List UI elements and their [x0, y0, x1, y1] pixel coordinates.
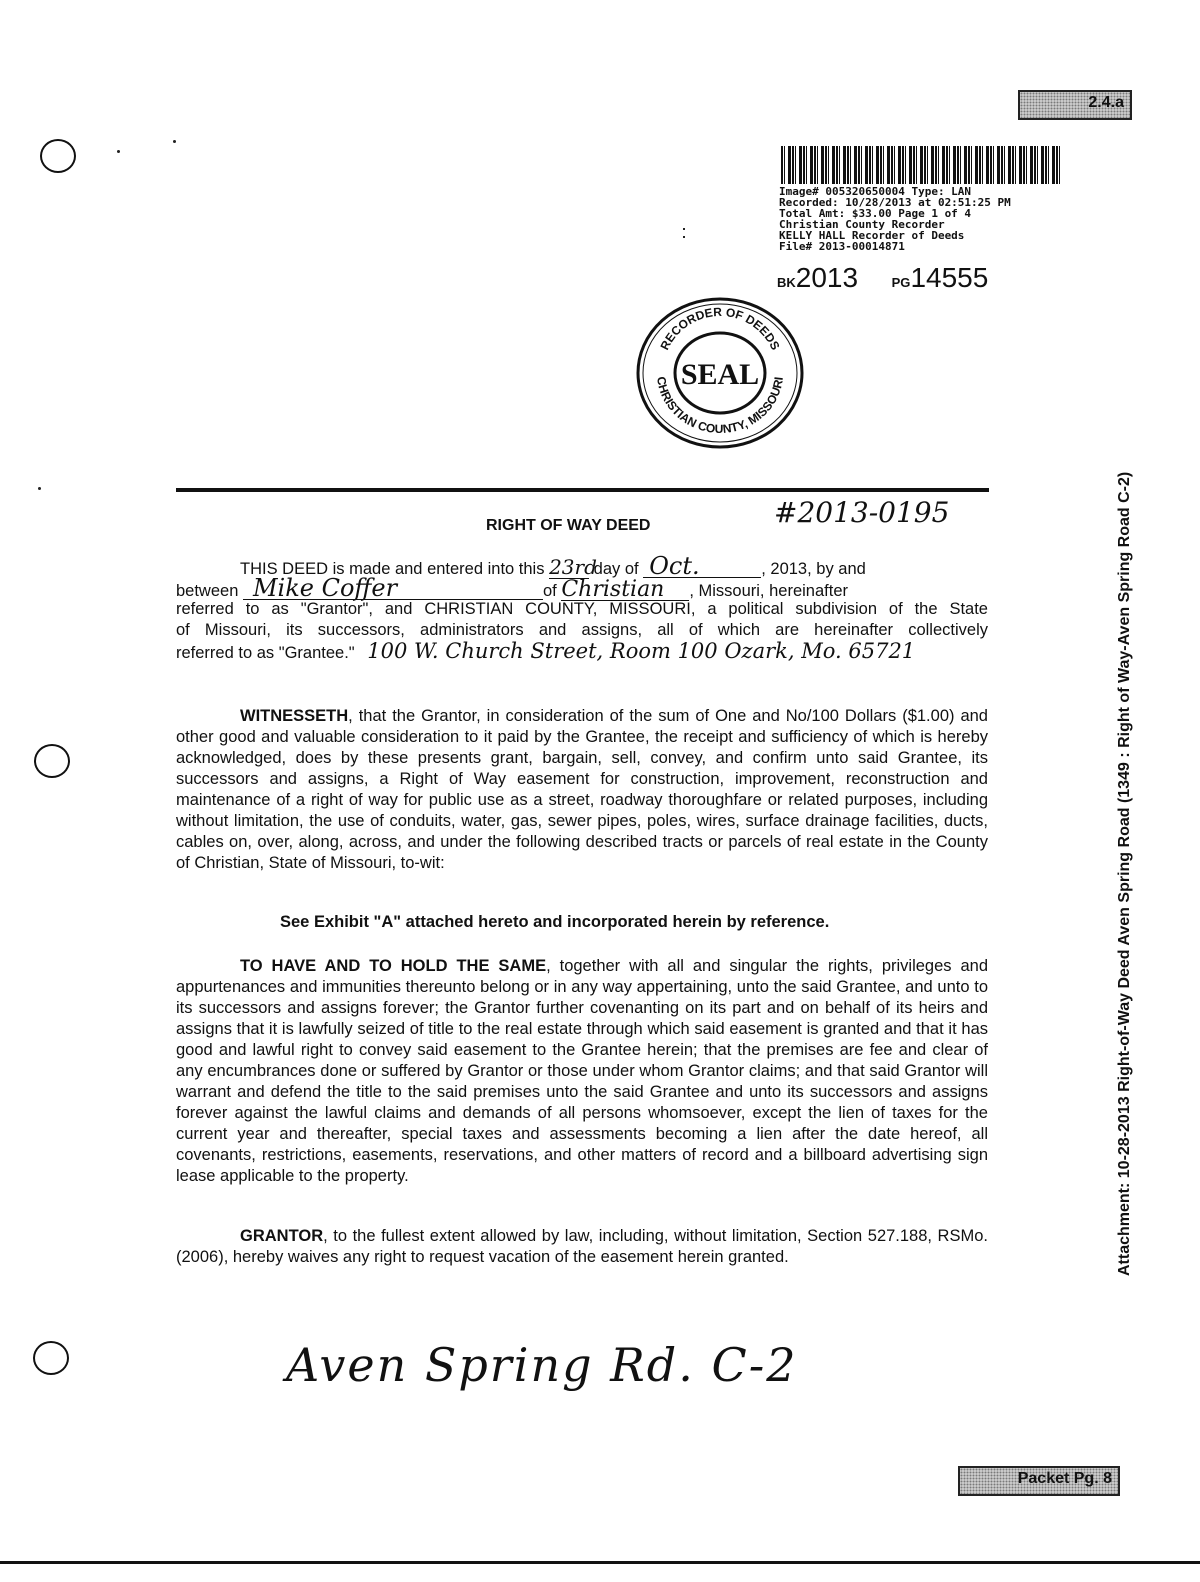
- attachment-sidebar-text: Attachment: 10-28-2013 Right-of-Way Deed Aven Spring Road (1349 : Right of Way-Aven Spring Road C-2): [1116, 471, 1133, 1276]
- seal-top-text: RECORDER OF DEEDS: [657, 304, 783, 353]
- exhibit-reference: See Exhibit "A" attached hereto and incorporated herein by reference.: [280, 913, 830, 931]
- packet-tag-top: 2.4.a: [1018, 90, 1132, 120]
- handwritten-deed-number: #2013-0195: [774, 496, 950, 529]
- recorder-seal: [635, 296, 805, 450]
- scan-mark: [173, 140, 176, 143]
- waiver-paragraph: GRANTOR, to the fullest extent allowed by law, including, without limitation, Section 527.188, RSMo. (2006), hereby waives any right to request vacation of the easement herein granted.: [176, 1227, 988, 1266]
- book-page-number: BK2013 PG14555: [777, 262, 989, 293]
- document-title: RIGHT OF WAY DEED: [486, 517, 651, 534]
- punch-hole-bottom: [33, 1341, 69, 1375]
- punch-hole-top: [40, 139, 76, 173]
- seal-center-text: SEAL: [680, 358, 760, 391]
- scan-mark: [38, 487, 41, 490]
- header-rule: [176, 488, 989, 492]
- scan-bottom-edge: [0, 1561, 1200, 1564]
- handwritten-road-note: Aven Spring Rd. C-2: [286, 1338, 798, 1392]
- seal-bottom-text: CHRISTIAN COUNTY, MISSOURI: [654, 375, 786, 437]
- scan-mark: [683, 236, 685, 238]
- scan-mark: [117, 150, 120, 153]
- intro-paragraph: THIS DEED is made and entered into this 23rd day of Oct. , 2013, by and between Mike Coffer of Christian , Missouri, hereinafter referred to as "Grantor", and CHRISTIAN COUNTY, MISSOURI, a political subdivision of the State of Missouri, its successors, administrators and assigns, all of which are hereinafter collectively referred to as "Grantee." 100 W. Church Street, Room 100 Ozark, Mo. 65721: [176, 552, 988, 663]
- witnesseth-paragraph: WITNESSETH, that the Grantor, in consideration of the sum of One and No/100 Dollars ($1.00) and other good and valuable consideration to it paid by the Grantee, the receipt and sufficiency of which is hereby acknowledged, does by these presents grant, bargain, sell, convey, and confirm unto said Grantee, its successors and assigns, a Right of Way easement for construction, improvement, reconstruction and maintenance of a right of way for public use as a street, roadway thoroughfare or related purposes, including without limitation, the use of conduits, water, gas, sewer pipes, poles, wires, surface drainage facilities, ducts, cables on, over, along, across, and under the following described tracts or parcels of real estate in the County of Christian, State of Missouri, to-wit:: [176, 707, 988, 872]
- scan-mark: [683, 228, 685, 230]
- recorder-stamp: Image# 005320650004 Type: LAN Recorded: 10/28/2013 at 02:51:25 PM Total Amt: $33.00 Page 1 of 4 Christian County Recorder KELLY HALL Recorder of Deeds File# 2013-00014871: [779, 185, 1011, 253]
- punch-hole-middle: [34, 744, 70, 778]
- recording-barcode: [781, 146, 1060, 184]
- habendum-paragraph: TO HAVE AND TO HOLD THE SAME, together with all and singular the rights, privileges and appurtenances and immunities thereunto belong or in any way appertaining, unto the said Grantee, and unto to its successors and assigns forever; the Grantor further covenanting on its part and on behalf of its heirs and assigns that it is lawfully seized of title to the real estate through which said easement is granted and that it has good and lawful right to convey said easement to the Grantee herein; that the premises are fee and clear of any encumbrances done or suffered by Grantor or those under whom Grantor claims; and that said Grantor will warrant and defend the title to the said premises unto the said Grantee and unto its successors and assigns forever against the lawful claims and demands of all persons whomsoever, except the lien of taxes for the current year and thereafter, special taxes and assessments becoming a lien after the date hereof, all covenants, restrictions, easements, reservations, and other matters of record and a billboard advertising sign lease applicable to the property.: [176, 957, 989, 1185]
- packet-page-tag: Packet Pg. 8: [958, 1466, 1120, 1496]
